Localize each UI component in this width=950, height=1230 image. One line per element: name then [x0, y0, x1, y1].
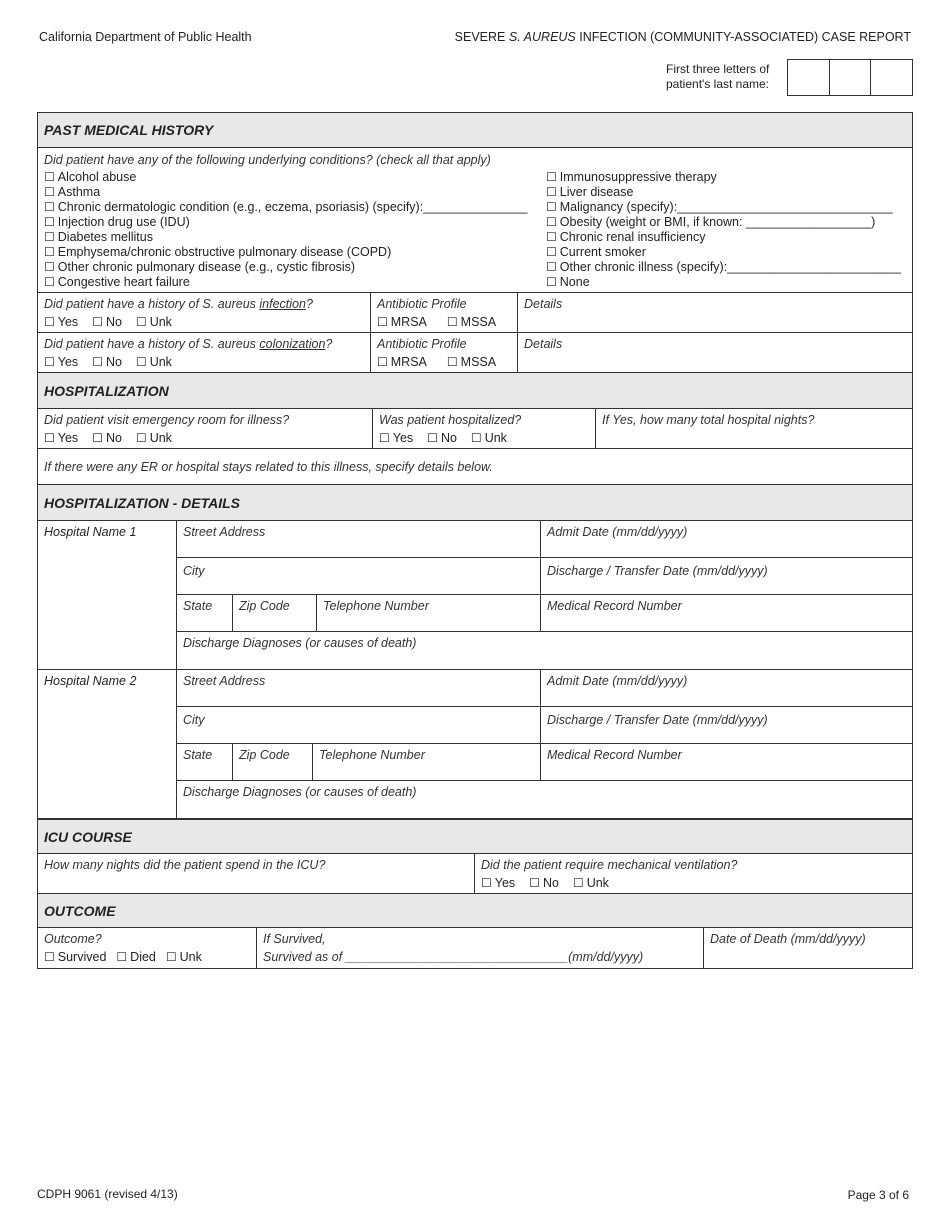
- outcome-question: Outcome?: [44, 932, 102, 946]
- letter-box-2[interactable]: [830, 60, 872, 95]
- hospitalized-no-checkbox[interactable]: ☐ No: [427, 431, 457, 445]
- form-id: CDPH 9061 (revised 4/13): [37, 1187, 178, 1201]
- conditions-block: [38, 148, 912, 293]
- city-field[interactable]: City: [177, 558, 541, 594]
- form-title: SEVERE S. AUREUS INFECTION (COMMUNITY-ASSOCIATED) CASE REPORT: [454, 30, 911, 44]
- icu-nights-question: How many nights did the patient spend in the ICU?: [44, 858, 326, 872]
- admit-date-field[interactable]: Admit Date (mm/dd/yyyy): [547, 525, 688, 539]
- infection-history-question: Did patient have a history of S. aureus infection?: [44, 297, 313, 311]
- hospital-name-1-field[interactable]: Hospital Name 1: [38, 521, 177, 669]
- condition-checkbox[interactable]: ☐ Asthma: [44, 185, 527, 200]
- section-hospitalization: HOSPITALIZATION: [38, 373, 912, 409]
- infection-mrsa-checkbox[interactable]: ☐ MRSA: [377, 315, 427, 329]
- street-address-field[interactable]: Street Address: [177, 521, 541, 557]
- details-label: Details: [524, 297, 563, 311]
- conditions-col-2: [546, 170, 901, 290]
- conditions-col-1: [44, 170, 527, 290]
- ventilation-question: Did the patient require mechanical ventilation?: [481, 858, 738, 872]
- infection-yes-checkbox[interactable]: ☐ Yes: [44, 315, 78, 329]
- section-icu-course: ICU COURSE: [38, 819, 912, 854]
- icu-row: [38, 854, 912, 894]
- hospitalization-row: [38, 409, 912, 449]
- telephone-field[interactable]: Telephone Number: [317, 595, 541, 631]
- date-of-death-field[interactable]: [704, 928, 912, 968]
- page-number: Page 3 of 6: [847, 1188, 909, 1202]
- icu-nights-field[interactable]: [38, 854, 475, 893]
- section-outcome: OUTCOME: [38, 894, 912, 928]
- survived-as-of-field[interactable]: [257, 928, 704, 968]
- condition-checkbox[interactable]: ☐ Obesity (weight or BMI, if known: __________________): [546, 215, 901, 230]
- state-field[interactable]: State: [177, 595, 233, 631]
- hospital-nights-field[interactable]: [596, 409, 912, 448]
- section-past-medical-history: PAST MEDICAL HISTORY: [38, 113, 912, 148]
- telephone-field[interactable]: Telephone Number: [313, 744, 541, 780]
- ventilation-no-checkbox[interactable]: ☐ No: [529, 876, 559, 890]
- discharge-diagnoses-field[interactable]: Discharge Diagnoses (or causes of death): [183, 636, 417, 650]
- condition-checkbox[interactable]: ☐ Injection drug use (IDU): [44, 215, 527, 230]
- condition-checkbox[interactable]: ☐ Chronic renal insufficiency: [546, 230, 901, 245]
- last-name-letter-boxes[interactable]: [787, 59, 913, 96]
- discharge-diagnoses-field[interactable]: Discharge Diagnoses (or causes of death): [183, 785, 417, 799]
- outcome-survived-checkbox[interactable]: ☐ Survived: [44, 950, 106, 964]
- zip-code-field[interactable]: Zip Code: [233, 595, 317, 631]
- colonization-yes-checkbox[interactable]: ☐ Yes: [44, 355, 78, 369]
- ventilation-unk-checkbox[interactable]: ☐ Unk: [573, 876, 609, 890]
- details-label: Details: [524, 337, 563, 351]
- case-report-form: [37, 112, 913, 969]
- colonization-unk-checkbox[interactable]: ☐ Unk: [136, 355, 172, 369]
- discharge-date-field[interactable]: Discharge / Transfer Date (mm/dd/yyyy): [547, 564, 768, 578]
- hospitalized-unk-checkbox[interactable]: ☐ Unk: [471, 431, 507, 445]
- er-yes-checkbox[interactable]: ☐ Yes: [44, 431, 78, 445]
- infection-history-row: [38, 293, 912, 333]
- state-field[interactable]: State: [177, 744, 233, 780]
- condition-checkbox[interactable]: ☐ Emphysema/chronic obstructive pulmonary disease (COPD): [44, 245, 527, 260]
- condition-checkbox[interactable]: ☐ Other chronic pulmonary disease (e.g., cystic fibrosis): [44, 260, 527, 275]
- colonization-details-field[interactable]: [518, 333, 912, 372]
- street-address-field[interactable]: Street Address: [177, 670, 541, 706]
- er-unk-checkbox[interactable]: ☐ Unk: [136, 431, 172, 445]
- condition-checkbox[interactable]: ☐ None: [546, 275, 901, 290]
- ventilation-yes-checkbox[interactable]: ☐ Yes: [481, 876, 515, 890]
- antibiotic-profile-label: Antibiotic Profile: [377, 297, 467, 311]
- colonization-mrsa-checkbox[interactable]: ☐ MRSA: [377, 355, 427, 369]
- section-hospitalization-details: HOSPITALIZATION - DETAILS: [38, 485, 912, 521]
- outcome-unk-checkbox[interactable]: ☐ Unk: [166, 950, 202, 964]
- infection-details-field[interactable]: [518, 293, 912, 332]
- letter-box-1[interactable]: [788, 60, 830, 95]
- hospital-name-2-field[interactable]: Hospital Name 2: [38, 670, 177, 818]
- colonization-mssa-checkbox[interactable]: ☐ MSSA: [447, 355, 496, 369]
- last-name-label: First three letters of patient's last name:: [666, 62, 770, 91]
- date-of-death-label: Date of Death (mm/dd/yyyy): [710, 932, 866, 946]
- er-stays-note: If there were any ER or hospital stays related to this illness, specify details below.: [44, 460, 493, 474]
- medical-record-number-field[interactable]: Medical Record Number: [547, 748, 682, 762]
- infection-no-checkbox[interactable]: ☐ No: [92, 315, 122, 329]
- er-no-checkbox[interactable]: ☐ No: [92, 431, 122, 445]
- hospital-1-block: [38, 521, 912, 670]
- condition-checkbox[interactable]: ☐ Congestive heart failure: [44, 275, 527, 290]
- hospital-nights-question: If Yes, how many total hospital nights?: [602, 413, 815, 427]
- infection-unk-checkbox[interactable]: ☐ Unk: [136, 315, 172, 329]
- colonization-history-row: [38, 333, 912, 373]
- condition-checkbox[interactable]: ☐ Immunosuppressive therapy: [546, 170, 901, 185]
- if-survived-label: If Survived,: [263, 932, 326, 946]
- er-visit-question: Did patient visit emergency room for illness?: [44, 413, 290, 427]
- condition-checkbox[interactable]: ☐ Alcohol abuse: [44, 170, 527, 185]
- outcome-died-checkbox[interactable]: ☐ Died: [116, 950, 155, 964]
- colonization-history-question: Did patient have a history of S. aureus colonization?: [44, 337, 333, 351]
- condition-checkbox[interactable]: ☐ Diabetes mellitus: [44, 230, 527, 245]
- hospitalized-question: Was patient hospitalized?: [379, 413, 522, 427]
- condition-checkbox[interactable]: ☐ Liver disease: [546, 185, 901, 200]
- hospital-2-block: [38, 670, 912, 819]
- discharge-date-field[interactable]: Discharge / Transfer Date (mm/dd/yyyy): [547, 713, 768, 727]
- outcome-row: [38, 928, 912, 968]
- conditions-question: Did patient have any of the following underlying conditions? (check all that apply): [44, 153, 491, 167]
- admit-date-field[interactable]: Admit Date (mm/dd/yyyy): [547, 674, 688, 688]
- condition-checkbox[interactable]: ☐ Chronic dermatologic condition (e.g., eczema, psoriasis) (specify):_______________: [44, 200, 527, 215]
- condition-checkbox[interactable]: ☐ Other chronic illness (specify):_________________________: [546, 260, 901, 275]
- condition-checkbox[interactable]: ☐ Malignancy (specify):_______________________________: [546, 200, 901, 215]
- hospitalized-yes-checkbox[interactable]: ☐ Yes: [379, 431, 413, 445]
- infection-mssa-checkbox[interactable]: ☐ MSSA: [447, 315, 496, 329]
- zip-code-field[interactable]: Zip Code: [233, 744, 313, 780]
- condition-checkbox[interactable]: ☐ Current smoker: [546, 245, 901, 260]
- letter-box-3[interactable]: [871, 60, 912, 95]
- city-field[interactable]: City: [177, 707, 541, 743]
- antibiotic-profile-label: Antibiotic Profile: [377, 337, 467, 351]
- medical-record-number-field[interactable]: Medical Record Number: [547, 599, 682, 613]
- colonization-no-checkbox[interactable]: ☐ No: [92, 355, 122, 369]
- agency-name: California Department of Public Health: [39, 30, 252, 44]
- survived-as-of-label: Survived as of ________________________________(mm/dd/yyyy): [263, 950, 644, 964]
